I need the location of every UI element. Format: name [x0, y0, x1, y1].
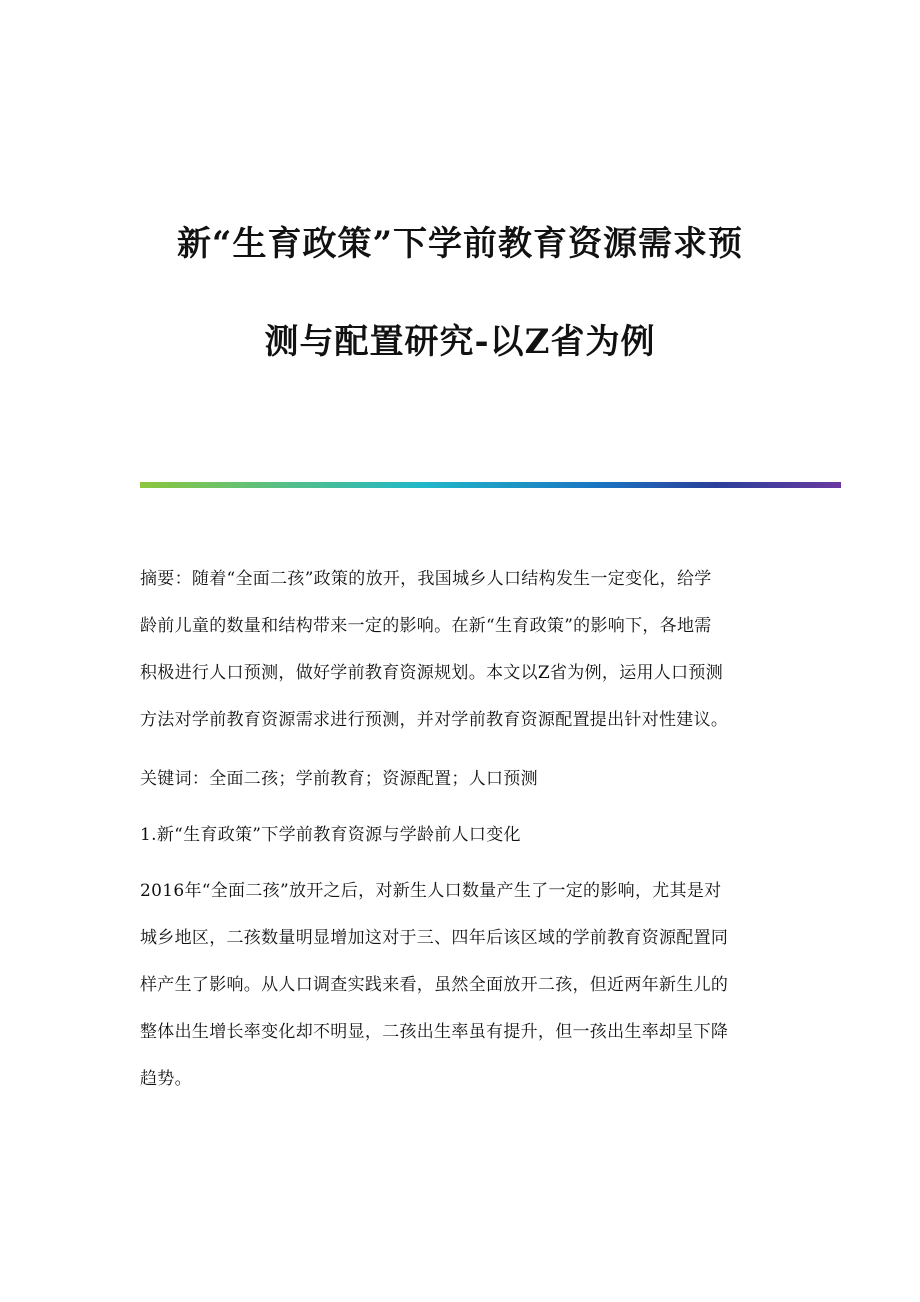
body-line: 样产生了影响。从人口调查实践来看，虽然全面放开二孩，但近两年新生儿的 [140, 975, 729, 995]
body-line: 整体出生增长率变化却不明显，二孩出生率虽有提升，但一孩出生率却呈下降 [140, 1022, 729, 1042]
body-paragraph [140, 868, 780, 1103]
keywords: 关键词：全面二孩；学前教育；资源配置；人口预测 [140, 769, 538, 789]
body-line: 趋势。 [140, 1069, 192, 1089]
abstract-line: 龄前儿童的数量和结构带来一定的影响。在新“生育政策”的影响下，各地需 [140, 616, 712, 636]
title-divider [140, 482, 841, 488]
abstract-line: 摘要：随着“全面二孩”政策的放开，我国城乡人口结构发生一定变化，给学 [140, 569, 712, 589]
document-title-line-1: 新“生育政策”下学前教育资源需求预 [176, 224, 744, 264]
section-heading: 1.新“生育政策”下学前教育资源与学龄前人口变化 [140, 825, 521, 845]
document-title-line-2: 测与配置研究-以Z省为例 [264, 322, 656, 362]
abstract-line: 积极进行人口预测，做好学前教育资源规划。本文以Z省为例，运用人口预测 [140, 663, 724, 683]
abstract-line: 方法对学前教育资源需求进行预测，并对学前教育资源配置提出针对性建议。 [140, 710, 729, 730]
body-line: 2016年“全面二孩”放开之后，对新生人口数量产生了一定的影响，尤其是对 [140, 881, 722, 901]
abstract [140, 556, 780, 744]
body-line: 城乡地区，二孩数量明显增加这对于三、四年后该区域的学前教育资源配置同 [140, 928, 729, 948]
